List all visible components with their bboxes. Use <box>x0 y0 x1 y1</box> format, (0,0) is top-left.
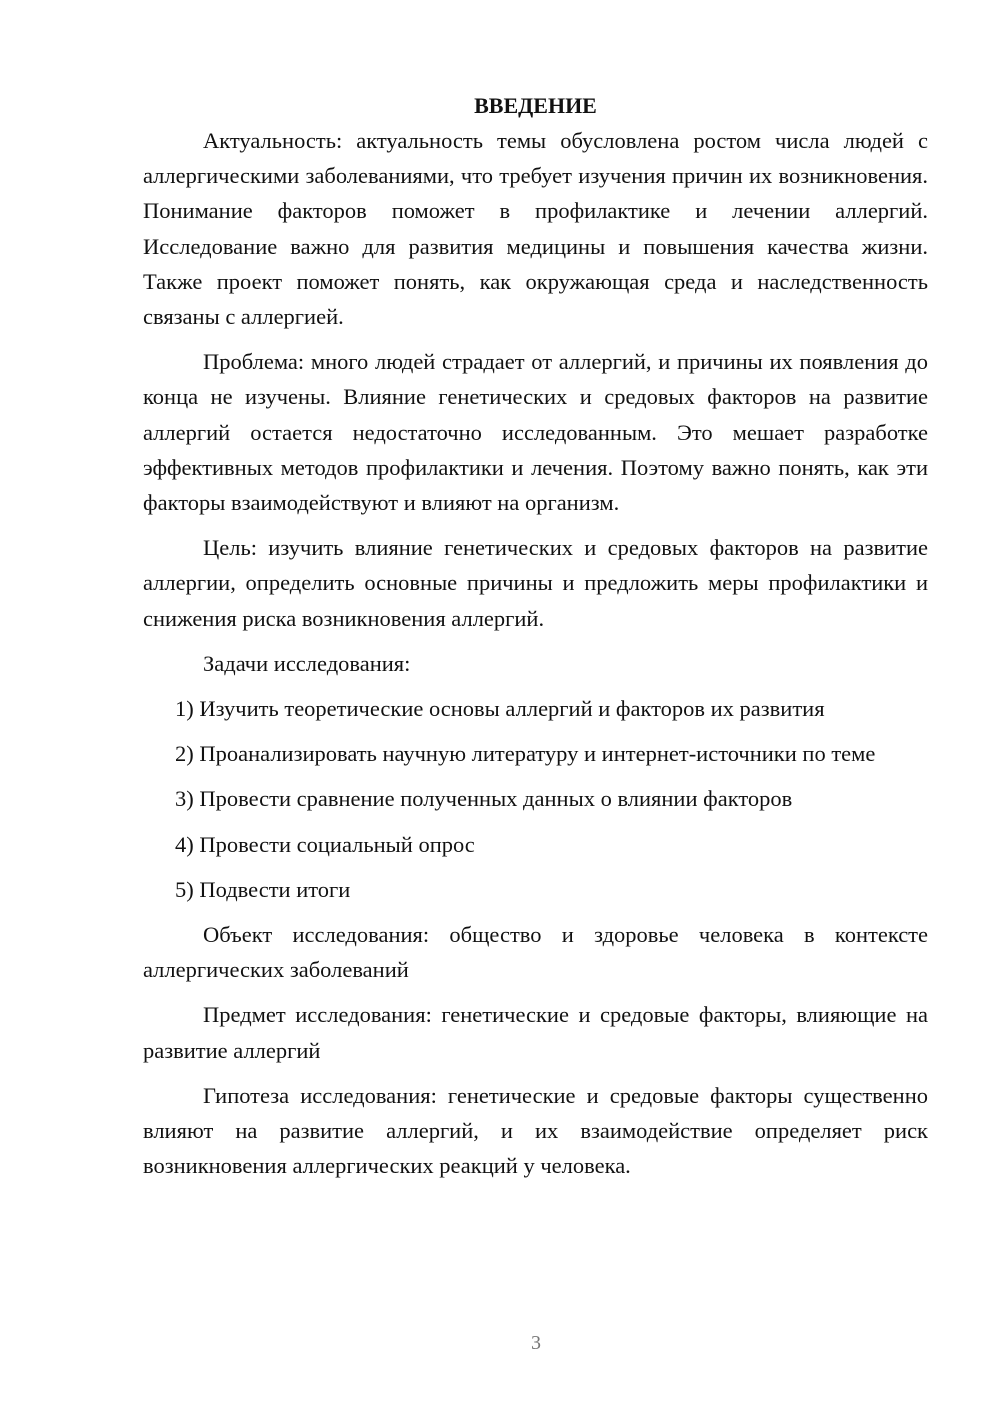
task-item: 5) Подвести итоги <box>175 876 351 902</box>
paragraph-subject: Предмет исследования: генетические и средовые факторы, влияющие на развитие аллергий <box>143 1002 928 1063</box>
task-item: 3) Провести сравнение полученных данных о влиянии факторов <box>175 786 793 812</box>
paragraph-object: Объект исследования: общество и здоровье человека в контексте аллергических заболеваний <box>143 922 928 983</box>
document-page <box>143 88 928 1183</box>
paragraph-hypothesis: Гипотеза исследования: генетические и средовые факторы существенно влияют на развитие аллергий, и их взаимодействие определяет риск возникновения аллергических реакций у человека. <box>143 1082 928 1179</box>
paragraph-problem: Проблема: много людей страдает от аллергий, и причины их появления до конца не изучены. Влияние генетических и средовых факторов на развитие аллергий остается недостаточно исследованным. Это мешает разработке эффективных методов профилактики и лечения. Поэтому важно понять, как эти факторы взаимодействуют и влияют на организм. <box>143 349 928 516</box>
section-heading: ВВЕДЕНИЕ <box>474 93 597 118</box>
tasks-heading: Задачи исследования: <box>203 650 411 676</box>
paragraph-goal: Цель: изучить влияние генетических и средовых факторов на развитие аллергии, определить основные причины и предложить меры профилактики и снижения риска возникновения аллергий. <box>143 535 928 631</box>
task-item: 2) Проанализировать научную литературу и интернет-источники по теме <box>175 741 876 767</box>
task-item: 1) Изучить теоретические основы аллергий и факторов их развития <box>175 696 825 722</box>
page-number: 3 <box>531 1332 541 1354</box>
task-item: 4) Провести социальный опрос <box>175 831 475 857</box>
paragraph-relevance: Актуальность: актуальность темы обусловлена ростом числа людей с аллергическими заболеваниями, что требует изучения причин их возникновения. Понимание факторов поможет в профилактике и лечении аллергий. Исследование важно для развития медицины и повышения качества жизни. Также проект поможет понять, как окружающая среда и наследственность связаны с аллергией. <box>143 128 928 330</box>
